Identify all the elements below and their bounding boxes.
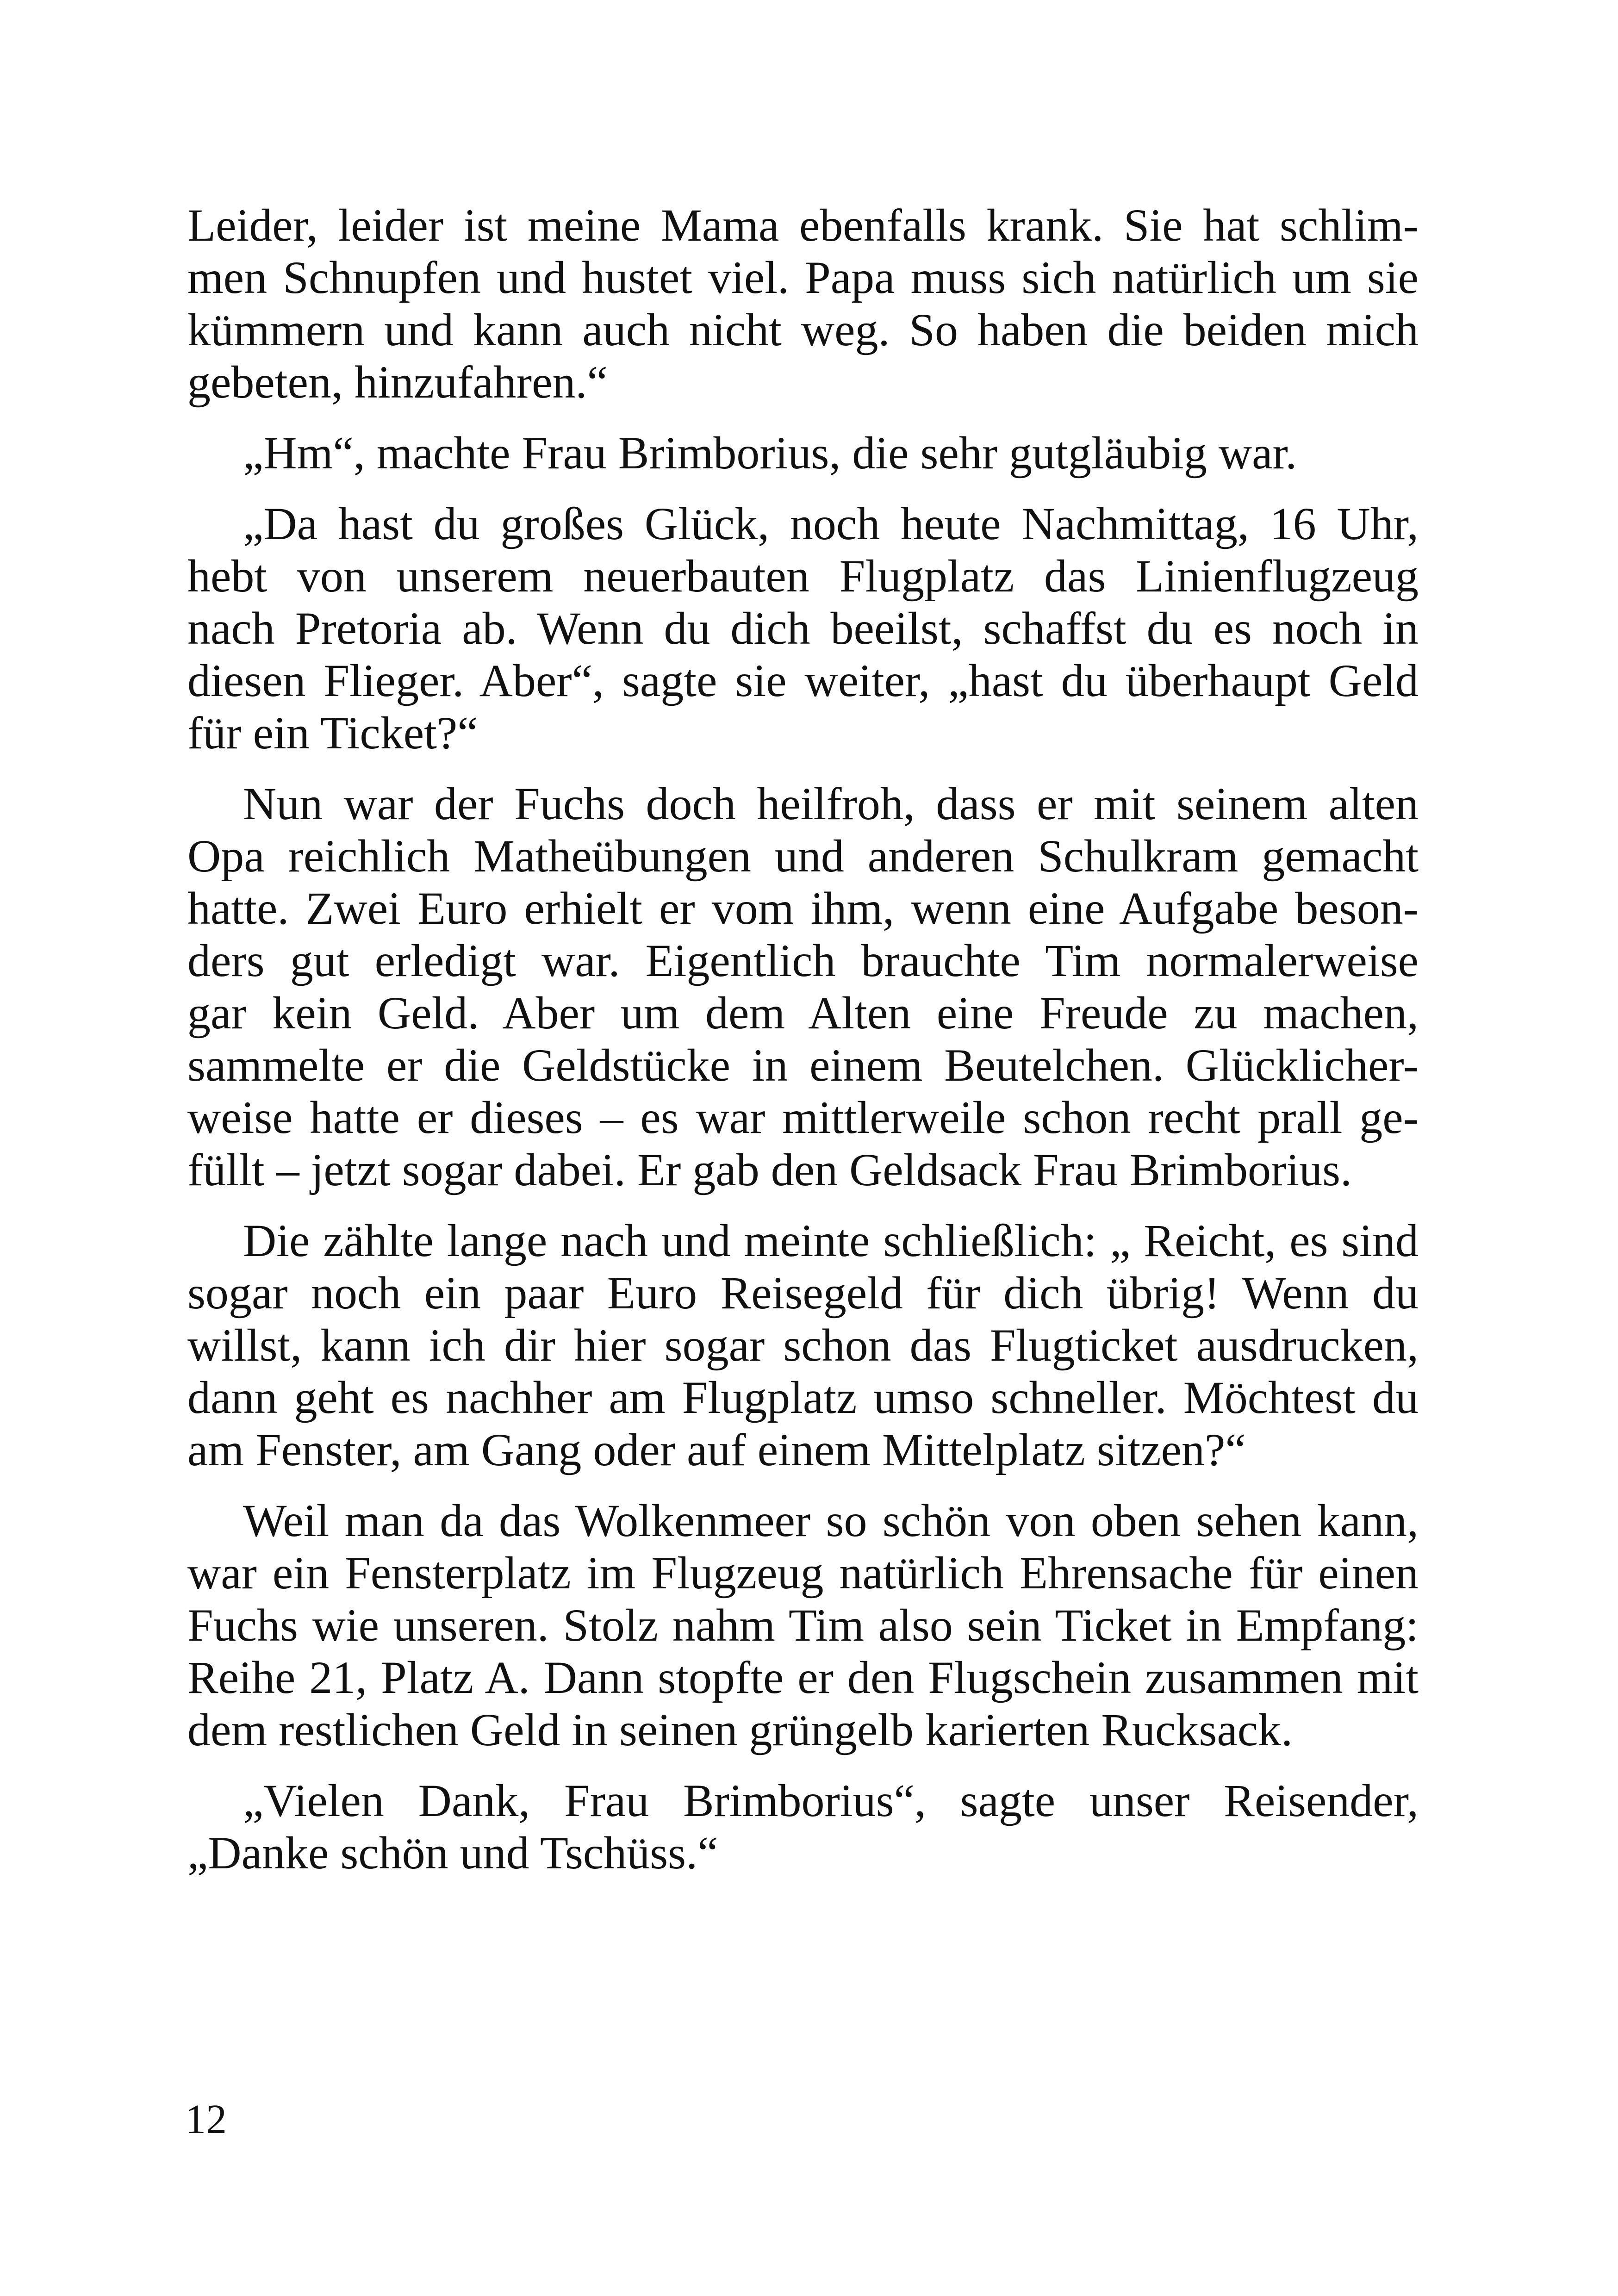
text-line: men Schnupfen und hustet viel. Papa muss sich natürlich um sie [187,252,1419,303]
page-number: 12 [185,2097,227,2142]
text-line: war ein Fensterplatz im Flugzeug natürlich Ehrensache für einen [187,1547,1419,1599]
text-line: willst, kann ich dir hier sogar schon das Flugticket ausdrucken, [187,1319,1419,1371]
paragraph-5 [187,1214,1419,1476]
text-line: Leider, leider ist meine Mama ebenfalls krank. Sie hat schlim- [187,199,1419,251]
text-line: „Da hast du großes Glück, noch heute Nachmittag, 16 Uhr, [243,498,1419,549]
text-line: Die zählte lange nach und meinte schließlich: „ Reicht, es sind [243,1215,1419,1266]
text-line: Reihe 21, Platz A. Dann stopfte er den Flugschein zusammen mit [187,1652,1419,1703]
text-line: Weil man da das Wolkenmeer so schön von oben sehen kann, [243,1495,1419,1546]
text-line: Fuchs wie unseren. Stolz nahm Tim also sein Ticket in Empfang: [187,1599,1419,1651]
text-line: Opa reichlich Matheübungen und anderen Schulkram gemacht [187,830,1419,882]
text-line: füllt – jetzt sogar dabei. Er gab den Geldsack Frau Brimborius. [187,1144,1352,1195]
text-line: kümmern und kann auch nicht weg. So haben die beiden mich [187,304,1419,355]
text-line: sogar noch ein paar Euro Reisegeld für dich übrig! Wenn du [187,1267,1419,1319]
paragraph-3 [187,498,1419,759]
text-line: für ein Ticket?“ [187,707,478,759]
paragraph-7 [187,1774,1419,1879]
body-text [187,199,1419,1898]
paragraph-1 [187,199,1419,408]
text-line: „Vielen Dank, Frau Brimborius“, sagte unser Reisender, [243,1775,1419,1826]
text-line: hatte. Zwei Euro erhielt er vom ihm, wenn eine Aufgabe beson- [187,883,1419,934]
text-line: diesen Flieger. Aber“, sagte sie weiter, „hast du überhaupt Geld [187,655,1419,706]
text-line: „Danke schön und Tschüss.“ [187,1827,718,1879]
paragraph-2 [187,427,1419,479]
text-line: „Hm“, machte Frau Brimborius, die sehr gutgläubig war. [243,427,1297,479]
text-line: nach Pretoria ab. Wenn du dich beeilst, schaffst du es noch in [187,603,1419,654]
paragraph-4 [187,778,1419,1196]
text-line: gar kein Geld. Aber um dem Alten eine Freude zu machen, [187,987,1419,1039]
text-line: Nun war der Fuchs doch heilfroh, dass er mit seinem alten [243,778,1419,829]
text-line: am Fenster, am Gang oder auf einem Mittelplatz sitzen?“ [187,1424,1246,1475]
text-line: hebt von unserem neuerbauten Flugplatz das Linienflugzeug [187,550,1419,602]
text-line: weise hatte er dieses – es war mittlerweile schon recht prall ge- [187,1092,1419,1143]
text-line: dann geht es nachher am Flugplatz umso schneller. Möchtest du [187,1372,1419,1423]
text-line: sammelte er die Geldstücke in einem Beutelchen. Glücklicher- [187,1039,1419,1091]
paragraph-6 [187,1494,1419,1756]
text-line: ders gut erledigt war. Eigentlich brauchte Tim normalerweise [187,935,1419,986]
text-line: gebeten, hinzufahren.“ [187,356,608,408]
text-line: dem restlichen Geld in seinen grüngelb karierten Rucksack. [187,1704,1293,1755]
